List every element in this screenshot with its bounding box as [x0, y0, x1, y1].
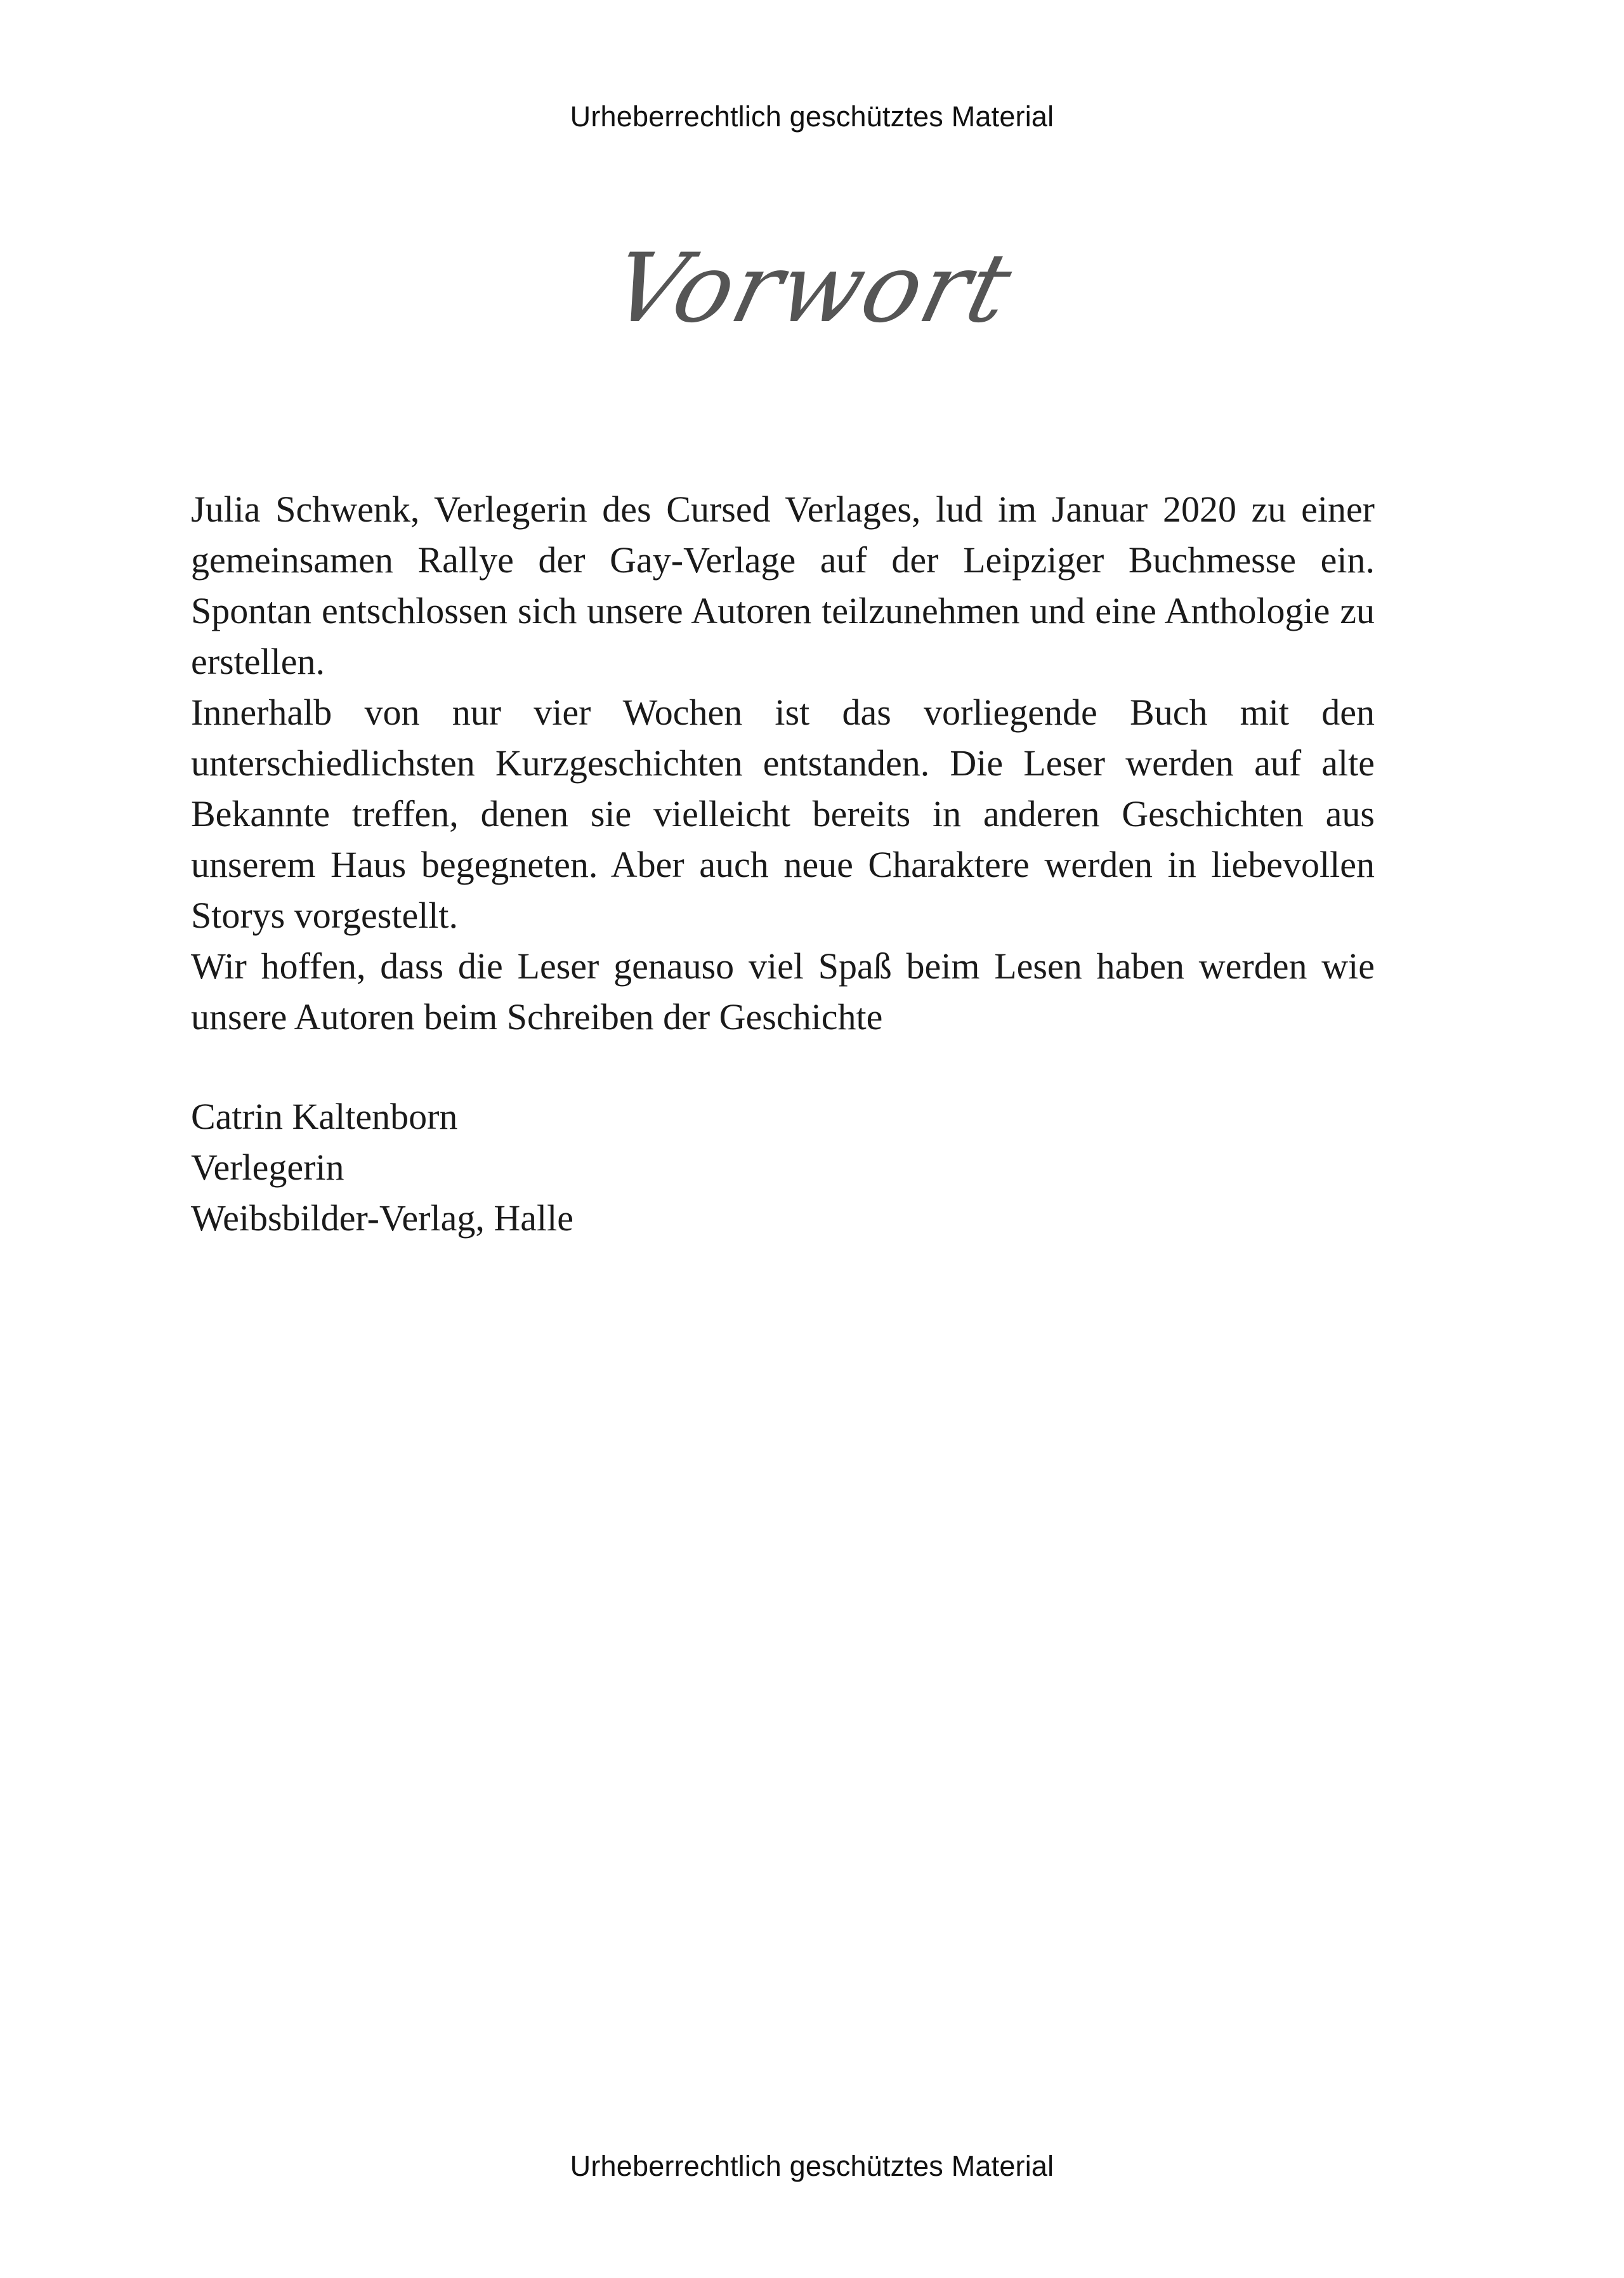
copyright-watermark-top: Urheberrechtlich geschütztes Material: [570, 100, 1054, 133]
signature-block: [191, 1091, 573, 1244]
page-title: Vorwort: [601, 234, 1023, 344]
paragraph-3: Wir hoffen, dass die Leser genauso viel Spaß beim Lesen haben werden wie unsere Autoren beim Schreiben der Geschichte: [191, 945, 1375, 1037]
foreword-body: [191, 484, 1375, 1043]
copyright-watermark-bottom: Urheberrechtlich geschütztes Material: [570, 2150, 1054, 2182]
signature-name: Catrin Kaltenborn: [191, 1096, 458, 1137]
signature-publisher: Weibsbilder-Verlag, Halle: [191, 1197, 573, 1239]
signature-role: Verlegerin: [191, 1147, 344, 1188]
paragraph-1: Julia Schwenk, Verlegerin des Cursed Verlages, lud im Januar 2020 zu einer gemeinsamen Rallye der Gay-Verlage auf der Leipziger Buchmesse ein. Spontan entschlossen sich unsere Autoren teilzunehmen und eine Anthologie zu erstellen.: [191, 489, 1375, 682]
paragraph-2: Innerhalb von nur vier Wochen ist das vorliegende Buch mit den unterschiedlichsten Kurzgeschichten entstanden. Die Leser werden auf alte Bekannte treffen, denen sie vielleicht bereits in anderen Geschichten aus unserem Haus begegneten. Aber auch neue Charaktere werden in liebevollen Storys vorgestellt.: [191, 692, 1375, 936]
